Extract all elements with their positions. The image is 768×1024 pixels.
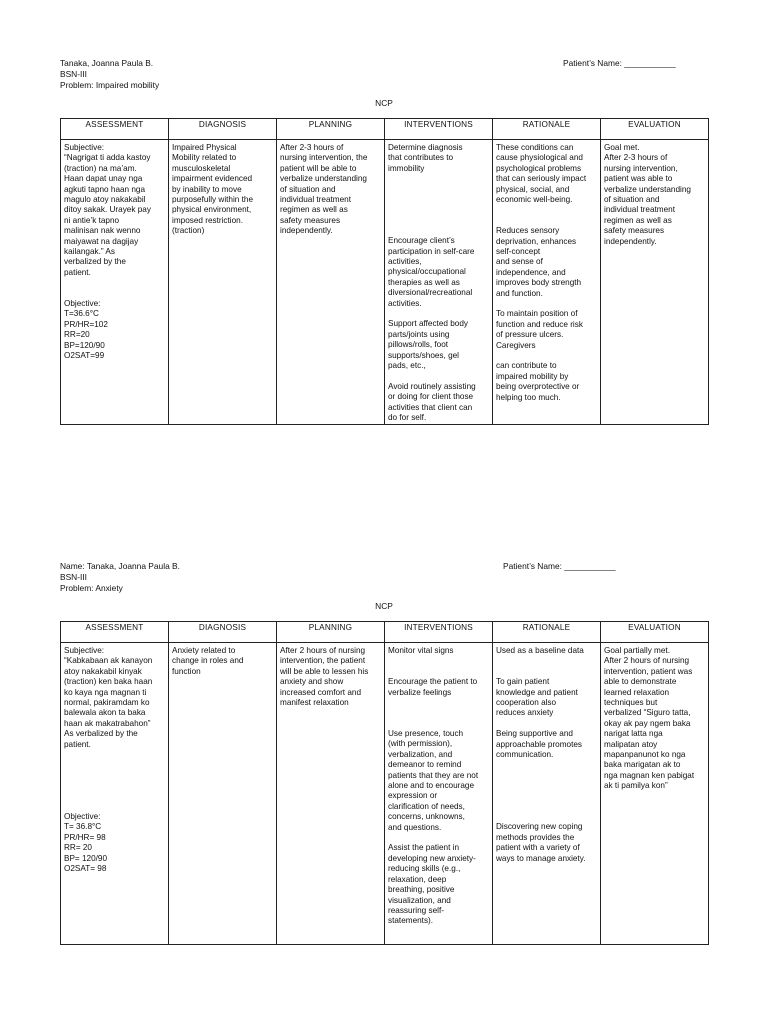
col-assessment: ASSESSMENT xyxy=(61,622,169,643)
diagnosis-text: Anxiety related to change in roles and function xyxy=(172,646,244,676)
col-planning: PLANNING xyxy=(277,622,385,643)
planning-text: After 2 hours of nursing intervention, the patient will be able to lessen his anxiety and show increased comfort and manifest relaxation xyxy=(280,646,369,708)
rationale-item: These conditions can cause physiological and psychological problems that can seriously impact physical, social, and economic well-being. xyxy=(496,143,587,205)
rationale-cell xyxy=(493,140,601,425)
problem: Problem: Anxiety xyxy=(60,583,123,593)
objective-text: Objective: T=36.6°C PR/HR=102 RR=20 BP=120/90 O2SAT=99 xyxy=(64,299,108,361)
intervention-item: Support affected body parts/joints using pillows/rolls, foot supports/shoes, gel pads, etc., xyxy=(388,319,468,371)
course: BSN-III xyxy=(60,572,87,582)
intervention-item: Avoid routinely assisting or doing for client those activities that client can do for self. xyxy=(388,381,476,423)
col-planning: PLANNING xyxy=(277,119,385,140)
table-row xyxy=(61,643,709,945)
evaluation-text: Goal partially met. After 2 hours of nursing intervention, patient was able to demonstrate learned relaxation techniques but verbalized “Siguro tatta, okay ak pay ngem baka narigat latta nga malipatan atoy mapanpanunot ko nga baka marigatan ak to nga magnan ken pabigat ak ti pamilya kon” xyxy=(604,646,695,791)
table-header-row xyxy=(61,622,709,643)
col-diagnosis: DIAGNOSIS xyxy=(169,119,277,140)
rationale-item: Used as a baseline data xyxy=(496,646,584,655)
diagnosis-cell xyxy=(169,643,277,945)
intervention-item: Determine diagnosis that contributes to immobility xyxy=(388,143,463,173)
assessment-cell xyxy=(61,140,169,425)
planning-cell xyxy=(277,643,385,945)
rationale-item: Discovering new coping methods provides the patient with a variety of ways to manage anxiety. xyxy=(496,822,586,863)
planning-cell xyxy=(277,140,385,425)
col-assessment: ASSESSMENT xyxy=(61,119,169,140)
col-evaluation: EVALUATION xyxy=(601,119,709,140)
rationale-item: Reduces sensory deprivation, enhances self-concept and sense of independence, and improves body strength and function. xyxy=(496,226,582,298)
intervention-item: Use presence, touch (with permission), verbalization, and demeanor to remind patients that they are not alone and to encourage expression or clarification of needs, concerns, unknowns, and questions. xyxy=(388,729,479,832)
interventions-cell xyxy=(385,140,493,425)
rationale-item: To maintain position of function and reduce risk of pressure ulcers. Caregivers xyxy=(496,309,583,350)
evaluation-cell xyxy=(601,140,709,425)
rationale-cell xyxy=(493,643,601,945)
subjective-text: Subjective: “Nagrigat ti adda kastoy (traction) na ma’am. Haan dapat unay nga agkuti tapno haan nga magulo atoy nakakabil ditoy sakak. Urayek pay ni antie’k tapno malinisan nak wenno maiyawat na dagijay kailangak.” As verbalized by the patient. xyxy=(64,143,151,277)
course: BSN-III xyxy=(60,69,87,79)
rationale-item: Being supportive and approachable promotes communication. xyxy=(496,729,583,760)
col-rationale: RATIONALE xyxy=(493,119,601,140)
col-evaluation: EVALUATION xyxy=(601,622,709,643)
assessment-cell xyxy=(61,643,169,945)
ncp-title: NCP xyxy=(375,601,393,611)
col-rationale: RATIONALE xyxy=(493,622,601,643)
student-name: Tanaka, Joanna Paula B. xyxy=(60,58,154,68)
table-row xyxy=(61,140,709,425)
evaluation-cell xyxy=(601,643,709,945)
diagnosis-cell xyxy=(169,140,277,425)
evaluation-text: Goal met. After 2-3 hours of nursing intervention, patient was able to verbalize understanding of situation and individual treatment regimen as well as safety measures independently. xyxy=(604,143,691,246)
intervention-item: Encourage client’s participation in self-care activities, physical/occupational therapies as well as diversional/recreational activities. xyxy=(388,236,475,308)
intervention-item: Encourage the patient to verbalize feelings xyxy=(388,677,478,697)
table-header-row xyxy=(61,119,709,140)
subjective-text: Subjective: “Kabkabaan ak kanayon atoy nakakabil kinyak (traction) ken baka haan ko kaya nga magnan ti normal, pakiramdam ko balewala akon ta baka haan ak makatrabahon” As verbalized by the patient. xyxy=(64,646,153,749)
plan1-header xyxy=(60,58,159,91)
plan2-header xyxy=(60,561,180,594)
rationale-item: To gain patient knowledge and patient cooperation also reduces anxiety xyxy=(496,677,578,718)
col-interventions: INTERVENTIONS xyxy=(385,622,493,643)
interventions-cell xyxy=(385,643,493,945)
ncp-title: NCP xyxy=(375,98,393,108)
patient-name-label: Patient’s Name: ___________ xyxy=(503,561,616,571)
intervention-item: Monitor vital signs xyxy=(388,646,454,655)
patient-name-label: Patient’s Name: ___________ xyxy=(563,58,676,68)
problem: Problem: Impaired mobility xyxy=(60,80,160,90)
col-interventions: INTERVENTIONS xyxy=(385,119,493,140)
ncp-table-2 xyxy=(60,621,709,945)
planning-text: After 2-3 hours of nursing intervention, the patient will be able to verbalize understanding of situation and individual treatment regimen as well as safety measures independently. xyxy=(280,143,368,236)
student-name: Name: Tanaka, Joanna Paula B. xyxy=(60,561,180,571)
intervention-item: Assist the patient in developing new anxiety- reducing skills (e.g., relaxation, deep breathing, positive visualization, and reassuring self- statements). xyxy=(388,843,476,926)
ncp-table-1 xyxy=(60,118,709,425)
col-diagnosis: DIAGNOSIS xyxy=(169,622,277,643)
diagnosis-text: Impaired Physical Mobility related to musculoskeletal impairment evidenced by inability to move purposefully within the physical environment, imposed restriction. (traction) xyxy=(172,143,254,236)
objective-text: Objective: T= 36.8°C PR/HR= 98 RR= 20 BP= 120/90 O2SAT= 98 xyxy=(64,812,108,874)
rationale-item: can contribute to impaired mobility by being overprotective or helping too much. xyxy=(496,361,580,402)
